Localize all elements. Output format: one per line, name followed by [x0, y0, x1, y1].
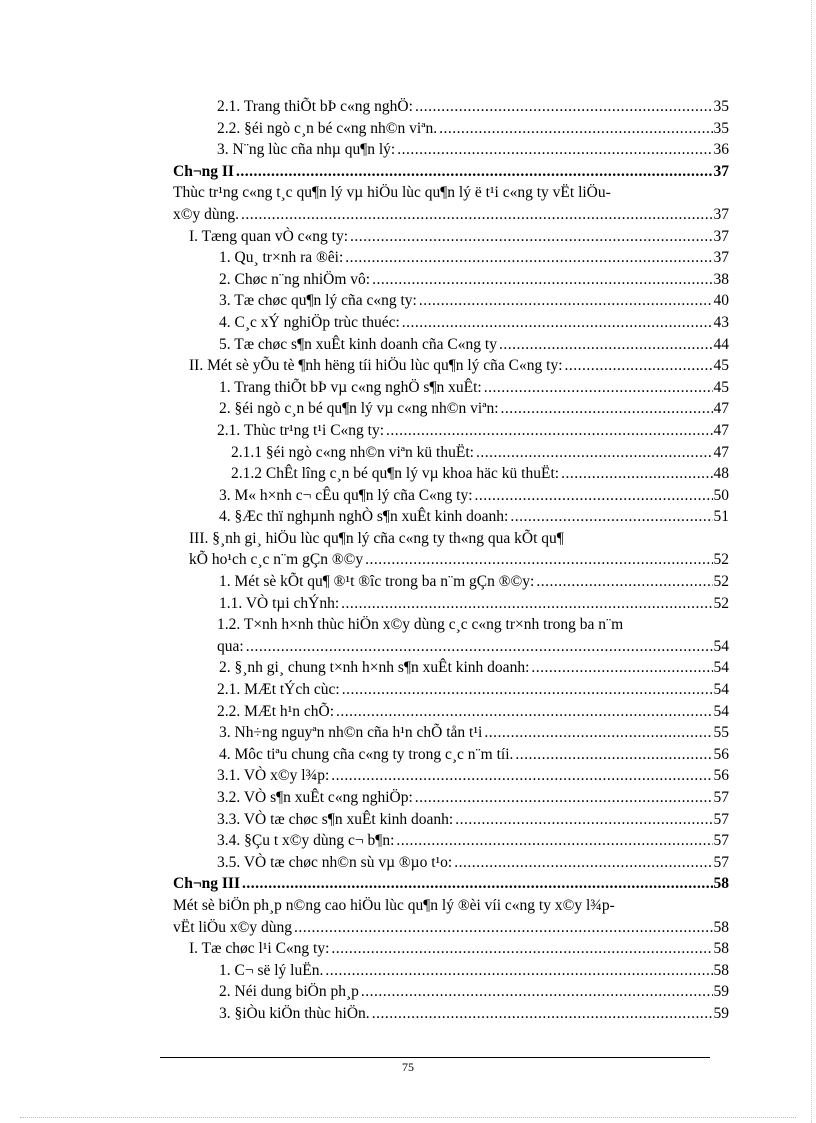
toc-entry-page: 44: [713, 335, 729, 353]
page-edge-dotted-vertical: [811, 0, 812, 1123]
toc-entry: [173, 506, 729, 528]
toc-entry-title: 1. Qu¸ tr×nh ra ®êi:: [219, 249, 344, 267]
toc-entry-wrapped-line: Mét sè biÖn ph¸p n©ng cao hiÖu lùc qu¶n lý ®èi víi c«ng ty x©y l¾p-: [173, 896, 615, 914]
toc-leader-dots: [325, 960, 712, 982]
toc-entry: [173, 420, 729, 442]
toc-leader-dots: [345, 247, 712, 269]
toc-entry-title: 2.1.1 §éi ngò c«ng nh©n viªn kü thuËt:: [231, 443, 474, 461]
toc-entry-title: kÕ ho¹ch c¸c n¨m gÇn ®©y: [189, 551, 364, 569]
toc-leader-dots: [236, 161, 713, 183]
toc-leader-dots: [372, 1003, 713, 1025]
toc-leader-dots: [397, 139, 712, 161]
toc-leader-dots: [484, 722, 712, 744]
toc-entry-page: 43: [713, 313, 729, 331]
toc-leader-dots: [365, 549, 712, 571]
toc-entry-title: x©y dùng.: [173, 205, 240, 223]
toc-entry: [173, 118, 729, 140]
toc-entry-title: 3. Nh÷ng nguyªn nh©n cña h¹n chÕ tån t¹i: [219, 724, 483, 742]
toc-entry-title: II. Mét sè yÕu tè ¶nh hëng tíi hiÖu lùc qu¶n lý cña C«ng ty:: [189, 357, 563, 375]
toc-entry-page: 56: [713, 745, 729, 763]
toc-entry: [173, 139, 729, 161]
toc-entry-page: 36: [713, 141, 729, 159]
toc-entry-wrapped-line: Thùc tr¹ng c«ng t¸c qu¶n lý vµ hiÖu lùc qu¶n lý ë t¹i c«ng ty vËt liÖu-: [173, 184, 611, 202]
toc-entry: [173, 701, 729, 723]
toc-leader-dots: [419, 290, 713, 312]
toc-entry-page: 59: [713, 983, 729, 1001]
toc-entry: [173, 442, 729, 464]
toc-entry-title: 3. N¨ng lùc cña nhµ qu¶n lý:: [217, 141, 396, 159]
table-of-contents: [173, 96, 729, 1025]
toc-entry-title: 3.3. VÒ tæ chøc s¶n xuÊt kinh doanh:: [217, 810, 454, 828]
toc-entry-page: 59: [713, 1004, 729, 1022]
page-number: 75: [402, 1060, 414, 1074]
toc-entry-title: 2. §¸nh gi¸ chung t×nh h×nh s¶n xuÊt kinh doanh:: [219, 659, 530, 677]
toc-entry-title: 4. Môc tiªu chung cña c«ng ty trong c¸c n¨m tíi.: [219, 745, 514, 763]
toc-entry-page: 38: [713, 270, 729, 288]
toc-entry: [173, 787, 729, 809]
toc-entry-page: 58: [713, 961, 729, 979]
toc-leader-dots: [342, 679, 713, 701]
toc-entry-page: 57: [713, 810, 729, 828]
toc-leader-dots: [475, 485, 713, 507]
toc-entry-title: 3. M« h×nh c¬ cÊu qu¶n lý cña C«ng ty:: [219, 486, 473, 504]
toc-leader-dots: [350, 226, 712, 248]
toc-leader-dots: [499, 334, 713, 356]
toc-entry: [173, 398, 729, 420]
toc-entry: [173, 485, 729, 507]
toc-entry-page: 58: [713, 918, 729, 936]
toc-entry-title: 3.5. VÒ tæ chøc nh©n sù vµ ®µo t¹o:: [217, 853, 453, 871]
toc-entry: [173, 247, 729, 269]
toc-entry-title: 3.2. VÒ s¶n xuÊt c«ng nghiÖp:: [217, 789, 413, 806]
toc-entry: [173, 679, 729, 701]
toc-leader-dots: [531, 657, 712, 679]
toc-entry: [173, 463, 729, 485]
toc-entry-page: 57: [713, 853, 729, 871]
toc-entry: [173, 981, 729, 1003]
toc-entry: [173, 355, 729, 377]
toc-entry: [173, 593, 729, 615]
toc-entry-page: 45: [713, 378, 729, 396]
footer-rule: [160, 1057, 710, 1058]
toc-entry: [173, 744, 729, 766]
toc-leader-dots: [402, 312, 713, 334]
toc-entry-page: 52: [713, 594, 729, 612]
toc-leader-dots: [246, 636, 713, 658]
toc-entry: [173, 96, 729, 118]
toc-entry-title: 2.2. MÆt h¹n chÕ:: [217, 702, 335, 720]
toc-leader-dots: [336, 701, 712, 723]
toc-entry-title: 4. §Æc thï nghµnh nghÒ s¶n xuÊt kinh doanh:: [219, 508, 509, 526]
toc-leader-dots: [294, 917, 713, 939]
toc-entry-page: 56: [713, 767, 729, 785]
toc-leader-dots: [454, 852, 712, 874]
toc-leader-dots: [361, 981, 713, 1003]
toc-entry-page: 52: [713, 551, 729, 569]
toc-leader-dots: [455, 809, 712, 831]
toc-entry: [173, 809, 729, 831]
toc-entry-title: 2.1. MÆt tÝch cùc:: [217, 681, 340, 699]
toc-entry-title: 2.1. Thùc tr¹ng t¹i C«ng ty:: [217, 421, 385, 439]
toc-entry-page: 47: [713, 421, 729, 439]
toc-entry: [173, 204, 729, 226]
toc-entry-page: 40: [713, 292, 729, 310]
toc-leader-dots: [439, 118, 712, 140]
toc-entry-page: 54: [713, 659, 729, 677]
toc-entry-title: I. Tæ chøc l¹i C«ng ty:: [189, 940, 330, 958]
toc-entry: [173, 873, 729, 895]
toc-entry-page: 45: [713, 357, 729, 375]
toc-entry-page: 47: [713, 443, 729, 461]
toc-entry: [173, 765, 729, 787]
toc-leader-dots: [565, 355, 713, 377]
toc-entry-page: 54: [713, 702, 729, 720]
toc-entry: [173, 312, 729, 334]
toc-leader-dots: [331, 938, 712, 960]
toc-entry-title: 4. C¸c xÝ nghiÖp trùc thuéc:: [219, 313, 400, 331]
toc-entry-title: 1. Mét sè kÕt qu¶ ®¹t ®îc trong ba n¨m gÇn ®©y:: [219, 573, 535, 591]
toc-leader-dots: [386, 420, 712, 442]
toc-entry-title: 3. §iÒu kiÖn thùc hiÖn.: [219, 1004, 370, 1022]
toc-entry: [173, 226, 729, 248]
toc-entry-page: 55: [713, 724, 729, 742]
toc-leader-dots: [242, 873, 713, 895]
toc-entry-page: 37: [713, 249, 729, 267]
toc-entry: [173, 852, 729, 874]
toc-leader-dots: [241, 204, 712, 226]
toc-entry-wrapped-line: 1.2. T×nh h×nh thùc hiÖn x©y dùng c¸c c«ng tr×nh trong ba n¨m: [217, 616, 624, 634]
toc-entry-page: 54: [713, 681, 729, 699]
toc-entry-page: 52: [713, 573, 729, 591]
toc-entry: [173, 290, 729, 312]
toc-entry-wrapped-line: III. §¸nh gi¸ hiÖu lùc qu¶n lý cña c«ng ty th«ng qua kÕt qu¶: [189, 529, 564, 547]
toc-entry-page: 51: [713, 508, 729, 526]
toc-entry-title: 3.1. VÒ x©y l¾p:: [217, 767, 330, 785]
toc-entry: [173, 334, 729, 356]
toc-entry: [173, 549, 729, 571]
toc-entry: [173, 722, 729, 744]
toc-entry: [173, 161, 729, 183]
toc-entry-page: 57: [713, 832, 729, 850]
toc-leader-dots: [561, 463, 712, 485]
toc-entry-page: 37: [713, 162, 729, 180]
toc-entry: [173, 657, 729, 679]
toc-leader-dots: [510, 506, 712, 528]
toc-leader-dots: [515, 744, 712, 766]
toc-entry: [173, 830, 729, 852]
toc-leader-dots: [501, 398, 713, 420]
toc-entry-title: 2.1. Trang thiÕt bÞ c«ng nghÖ:: [217, 98, 413, 115]
toc-leader-dots: [536, 571, 712, 593]
toc-entry-title: 2. §éi ngò c¸n bé qu¶n lý vµ c«ng nh©n viªn:: [219, 400, 499, 418]
toc-entry-title: qua:: [217, 637, 244, 655]
toc-entry-title: 2. Chøc n¨ng nhiÖm vô:: [219, 270, 371, 288]
toc-entry-page: 35: [713, 98, 729, 115]
toc-leader-dots: [415, 787, 713, 809]
toc-entry-title: 3. Tæ chøc qu¶n lý cña c«ng ty:: [219, 292, 417, 310]
toc-entry: [173, 269, 729, 291]
toc-entry-title: Ch¬ng II: [173, 162, 234, 180]
toc-entry-title: 2.2. §éi ngò c¸n bé c«ng nh©n viªn.: [217, 119, 438, 137]
toc-leader-dots: [341, 593, 712, 615]
toc-entry-page: 37: [713, 227, 729, 245]
toc-entry-title: Ch¬ng III: [173, 875, 240, 893]
toc-entry: [173, 960, 729, 982]
toc-entry-page: 58: [713, 940, 729, 958]
toc-entry-title: 1. Trang thiÕt bÞ vµ c«ng nghÖ s¶n xuÊt:: [219, 378, 482, 396]
toc-entry-title: 3.4. §Çu t x©y dùng c¬ b¶n:: [217, 832, 395, 850]
toc-entry-page: 47: [713, 400, 729, 418]
toc-entry-page: 57: [713, 789, 729, 806]
page-edge-dotted: [20, 1117, 796, 1118]
toc-leader-dots: [331, 765, 712, 787]
toc-leader-dots: [396, 830, 712, 852]
toc-leader-dots: [476, 442, 713, 464]
toc-entry: [173, 1003, 729, 1025]
toc-entry-title: vËt liÖu x©y dùng: [173, 918, 292, 936]
toc-entry: [173, 571, 729, 593]
toc-entry-page: 50: [713, 486, 729, 504]
toc-entry-title: 2. Néi dung biÖn ph¸p: [219, 983, 359, 1001]
toc-entry-title: 1. C¬ së lý luËn.: [219, 961, 324, 979]
toc-leader-dots: [484, 377, 713, 399]
toc-leader-dots: [372, 269, 712, 291]
toc-entry-page: 48: [713, 465, 729, 483]
toc-entry: [173, 917, 729, 939]
toc-entry-title: 5. Tæ chøc s¶n xuÊt kinh doanh cña C«ng ty: [219, 335, 497, 353]
toc-entry-title: 1.1. VÒ tµi chÝnh:: [219, 594, 340, 612]
toc-entry-title: I. Tæng quan vÒ c«ng ty:: [189, 227, 349, 245]
toc-entry: [173, 938, 729, 960]
toc-entry: [173, 377, 729, 399]
toc-leader-dots: [415, 96, 713, 118]
toc-entry-page: 35: [713, 119, 729, 137]
toc-entry-page: 37: [713, 205, 729, 223]
toc-entry-page: 58: [713, 875, 729, 893]
toc-entry-title: 2.1.2 ChÊt lîng c¸n bé qu¶n lý vµ khoa häc kü thuËt:: [231, 465, 560, 483]
toc-entry-page: 54: [713, 637, 729, 655]
toc-entry: [173, 636, 729, 658]
